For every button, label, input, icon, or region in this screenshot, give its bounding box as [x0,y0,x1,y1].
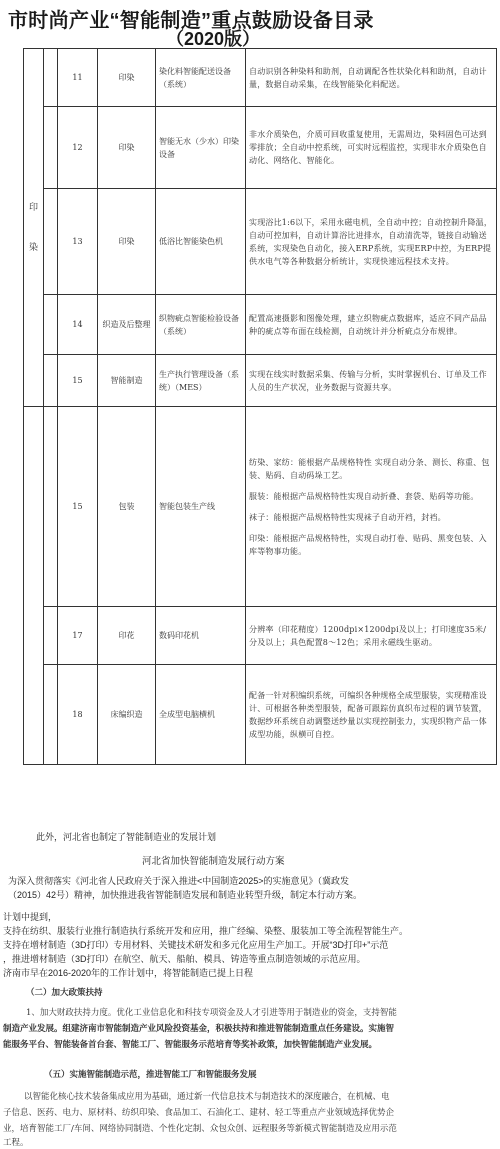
paragraph-policy-2: 制造产业发展。组建济南市智能制造产业风险投资基金，积极扶持和推进智能制造重点任务建设。实施智 [3,1024,395,1034]
row-description [246,189,497,295]
description-paragraph: 纺染、家纺：能根据产品规格特性 实现自动分条、测长、称重、包装、贴码、自动码垛工艺。 [249,457,490,480]
row-description [246,49,497,107]
paragraph-mentioned: 计划中提到， [3,912,58,922]
table-row [24,189,497,295]
row-equipment: 低浴比智能染色机 [156,189,246,295]
spacer-cell [44,355,58,407]
description-paragraph: 袜子：能根据产品规格特性实现袜子自动开裆，封裆。 [249,512,446,522]
category-cell-empty [24,407,44,765]
description-paragraph: 服装：能根据产品规格特性实现自动折叠、套袋、贴码等功能。 [249,491,479,501]
title-line-1: 市时尚产业“智能制造”重点鼓励设备目录 [8,10,374,32]
left-margin [0,48,23,828]
equipment-table [23,48,497,828]
description-paragraph: 分辨率（印花精度）1200dpi×1200dpi及以上；打印速度35米/分及以上；具色配置8～12色；采用永磁线生驱动。 [249,624,487,647]
description-paragraph: 实现浴比1:6以下，采用永磁电机，全自动中控；自动控制升降温，自动可控加料，自动计算浴比进排水，自动清洗等，链接自动输送系统，实现染色自动化，接入ERP系统，实现ERP中控，为ERP提供水电气等各种数据分析统计，实现快速远程技术支持。 [249,217,493,266]
table-row [24,295,497,355]
section-heading-demo: （五）实施智能制造示范，推进智能工厂和智能服务发展 [44,1070,257,1080]
row-equipment: 智能包装生产线 [156,407,246,607]
row-process: 床编织造 [98,665,156,765]
description-paragraph: 自动识别各种染料和助剂，自动调配各性状染化料和助剂，自动计量，数据自动采集，在线智能染化料配送。 [249,66,487,89]
paragraph-textile: 支持在纺织、服装行业推行制造执行系统开发和应用，推广经编、染整、服装加工等全流程智能生产。 [3,926,409,936]
category-char: 染 [28,242,38,253]
paragraph-purpose-1: 为深入贯彻落实《河北省人民政府关于深入推进<中国制造2025>的实施意见》（冀政发 [8,876,350,886]
table-row [24,665,497,765]
section-heading-policy: （二）加大政策扶持 [26,988,103,998]
row-equipment: 染化料智能配送设备（系统） [156,49,246,107]
row-description [246,665,497,765]
row-description [246,107,497,189]
spacer-cell [44,407,58,607]
row-process: 智能制造 [98,355,156,407]
paragraph-policy-3: 能服务平台、智能装备首台套、智能工厂、智能服务示范培育等奖补政策，加快智能制造产业发展。 [3,1040,378,1050]
row-description [246,295,497,355]
row-number: 12 [58,107,98,189]
row-number: 14 [58,295,98,355]
table-row [24,107,497,189]
table-row [24,355,497,407]
paragraph-demo-2: 子信息、医药、电力、原材料、纺织印染、食品加工、石油化工、建材、轻工等重点产业领域选择优势企 [3,1108,395,1118]
description-paragraph: 实现在线实时数据采集、传输与分析，实时掌握机台、订单及工作人员的生产状况，业务数据与资源共享。 [249,369,487,392]
spacer-cell [44,607,58,665]
title-line-2: （2020版） [166,29,261,49]
page-title [0,0,500,49]
spacer-cell [44,189,58,295]
row-number: 11 [58,49,98,107]
table-row [24,407,497,607]
row-process: 包装 [98,407,156,607]
row-description [246,607,497,665]
paragraph-demo-1: 以智能化核心技术装备集成应用为基础，通过新一代信息技术与制造技术的深度融合，在机械、电 [24,1092,390,1102]
table-row [24,607,497,665]
spacer-cell [44,665,58,765]
row-process: 印染 [98,49,156,107]
row-number: 17 [58,607,98,665]
row-description [246,407,497,607]
description-paragraph: 配备一针对积编织系统，可编织各种规格全成型服装，实现精准设计、可根据各种类型服装，配备可跟踪仿真织布过程的调节装置，数据纱环系统自动调整送纱量以实现控制张力，实现织物产品一体成型功能，纵横可自控。 [249,690,487,739]
paragraph-jinan: 济南市早在2016-2020年的工作计划中，将智能制造已提上日程 [3,968,254,978]
row-process: 印染 [98,107,156,189]
row-number: 15 [58,355,98,407]
spacer-cell [44,49,58,107]
paragraph-purpose-2: （2015）42号）精神，加快推进我省智能制造发展和制造业转型升级，制定本行动方案。 [8,890,363,900]
row-number: 18 [58,665,98,765]
row-process: 印花 [98,607,156,665]
spacer-cell [44,107,58,189]
description-paragraph: 非水介质染色，介质可回收重复使用，无需周边，染料固色可达到零排放；全自动中控系统，可实时远程监控，实现非水介质染色自动化、网络化、智能化。 [249,130,487,165]
paragraph-3d-2: ，推进增材制造（3D打印）在航空、航天、船舶、模具、铸造等重点制造领域的示范应用。 [3,954,366,964]
category-char: 印 [28,202,38,213]
paragraph-demo-3: 业，培育智能工厂/车间、网络协同制造、个性化定制、众包众创、远程服务等新模式智能制造及应用示范 [3,1124,397,1134]
action-plan-title: 河北省加快智能制造发展行动方案 [142,856,285,867]
table-row [24,49,497,107]
row-process: 织造及后整理 [98,295,156,355]
row-equipment: 数码印花机 [156,607,246,665]
row-equipment: 生产执行管理设备（系统）（MES） [156,355,246,407]
paragraph-intro: 此外，河北省也制定了智能制造业的发展计划 [36,832,217,842]
paragraph-policy-1: 1、加大财政扶持力度。优化工业信息化和科技专项资金及人才引进等用于制造业的资金，支持智能 [26,1008,397,1018]
description-paragraph: 配置高速摄影和图像处理，建立织物疵点数据库，适应不同产品品种的疵点等布面在线检测，自动统计并分析疵点分布规律。 [249,313,487,336]
paragraph-demo-4: 工程。 [3,1138,29,1148]
row-number: 13 [58,189,98,295]
row-equipment: 织物疵点智能检验设备（系统） [156,295,246,355]
row-equipment: 全成型电脑横机 [156,665,246,765]
row-description [246,355,497,407]
spacer-cell [44,295,58,355]
description-paragraph: 印染：能根据产品规格特性，实现自动打卷、贴码、黑变包装、入库等物事功能。 [249,533,487,556]
row-process: 印染 [98,189,156,295]
paragraph-3d-1: 支持在增材制造（3D打印）专用材料、关键技术研发和多元化应用生产加工。开展“3D打印+”示范 [3,940,389,950]
row-equipment: 智能无水（少水）印染设备 [156,107,246,189]
category-cell [24,49,44,407]
row-number: 15 [58,407,98,607]
